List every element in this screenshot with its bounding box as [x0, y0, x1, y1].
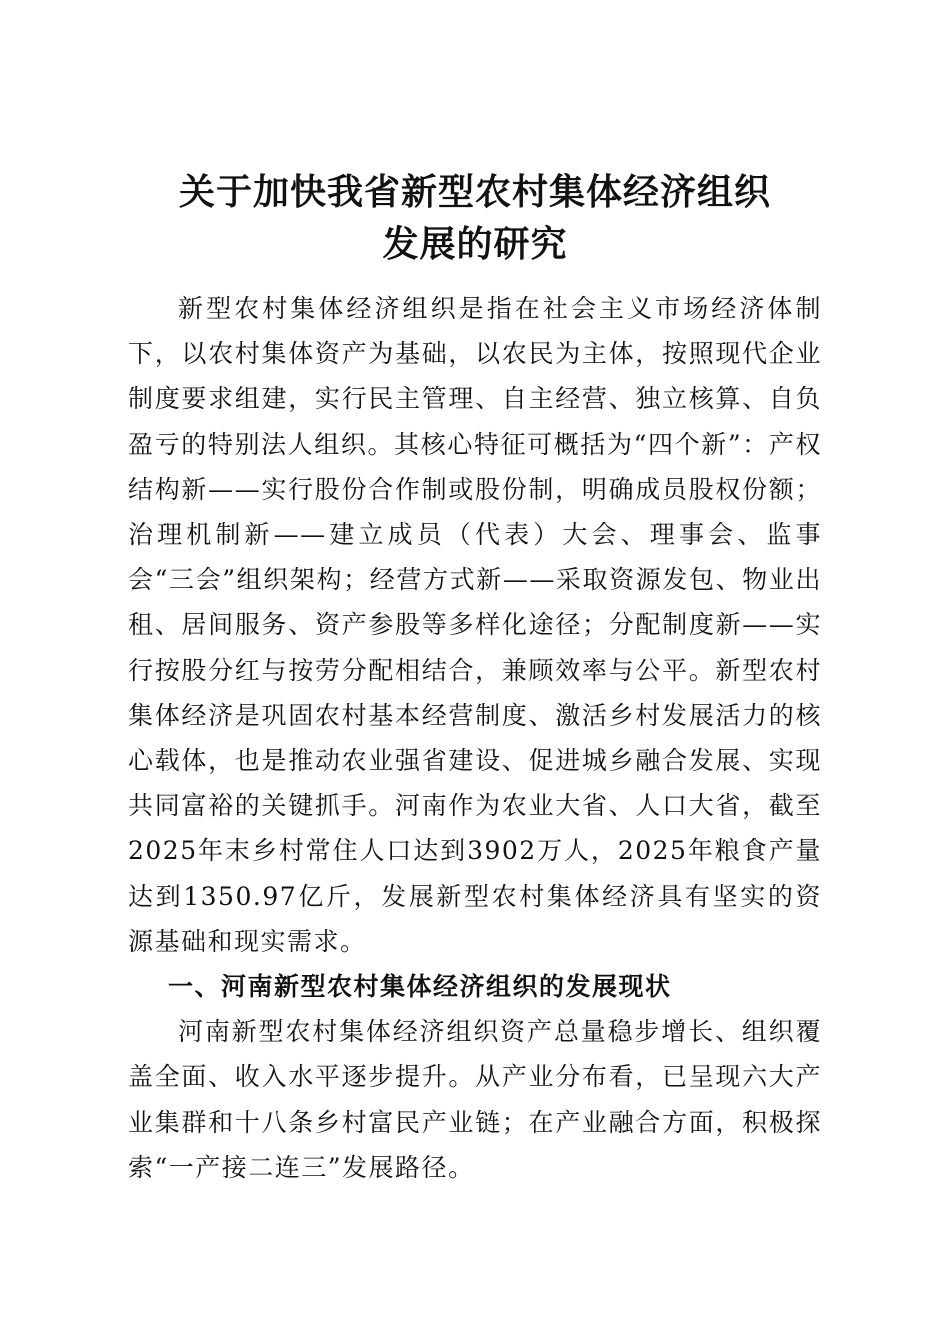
section-heading-1: 一、河南新型农村集体经济组织的发展现状	[168, 972, 672, 1002]
document-body	[128, 286, 822, 1190]
paragraph-intro: 新型农村集体经济组织是指在社会主义市场经济体制下，以农村集体资产为基础，以农民为主体，按照现代企业制度要求组建，实行民主管理、自主经营、独立核算、自负盈亏的特别法人组织。其核心特征可概括为“四个新”：产权结构新——实行股份合作制或股份制，明确成员股权份额；治理机制新——建立成员（代表）大会、理事会、监事会“三会”组织架构；经营方式新——采取资源发包、物业出租、居间服务、资产参股等多样化途径；分配制度新——实行按股分红与按劳分配相结合，兼顾效率与公平。新型农村集体经济是巩固农村基本经营制度、激活乡村发展活力的核心载体，也是推动农业强省建设、促进城乡融合发展、实现共同富裕的关键抓手。河南作为农业大省、人口大省，截至2025年末乡村常住人口达到3902万人，2025年粮食产量达到1350.97亿斤，发展新型农村集体经济具有坚实的资源基础和现实需求。	[128, 294, 822, 956]
paragraph-section-1: 河南新型农村集体经济组织资产总量稳步增长、组织覆盖全面、收入水平逐步提升。从产业分布看，已呈现六大产业集群和十八条乡村富民产业链；在产业融合方面，积极探索“一产接二连三”发展路径。	[128, 1017, 822, 1182]
title-line-2: 发展的研究	[382, 223, 568, 265]
document-title	[0, 166, 950, 270]
title-line-1: 关于加快我省新型农村集体经济组织	[178, 171, 771, 213]
